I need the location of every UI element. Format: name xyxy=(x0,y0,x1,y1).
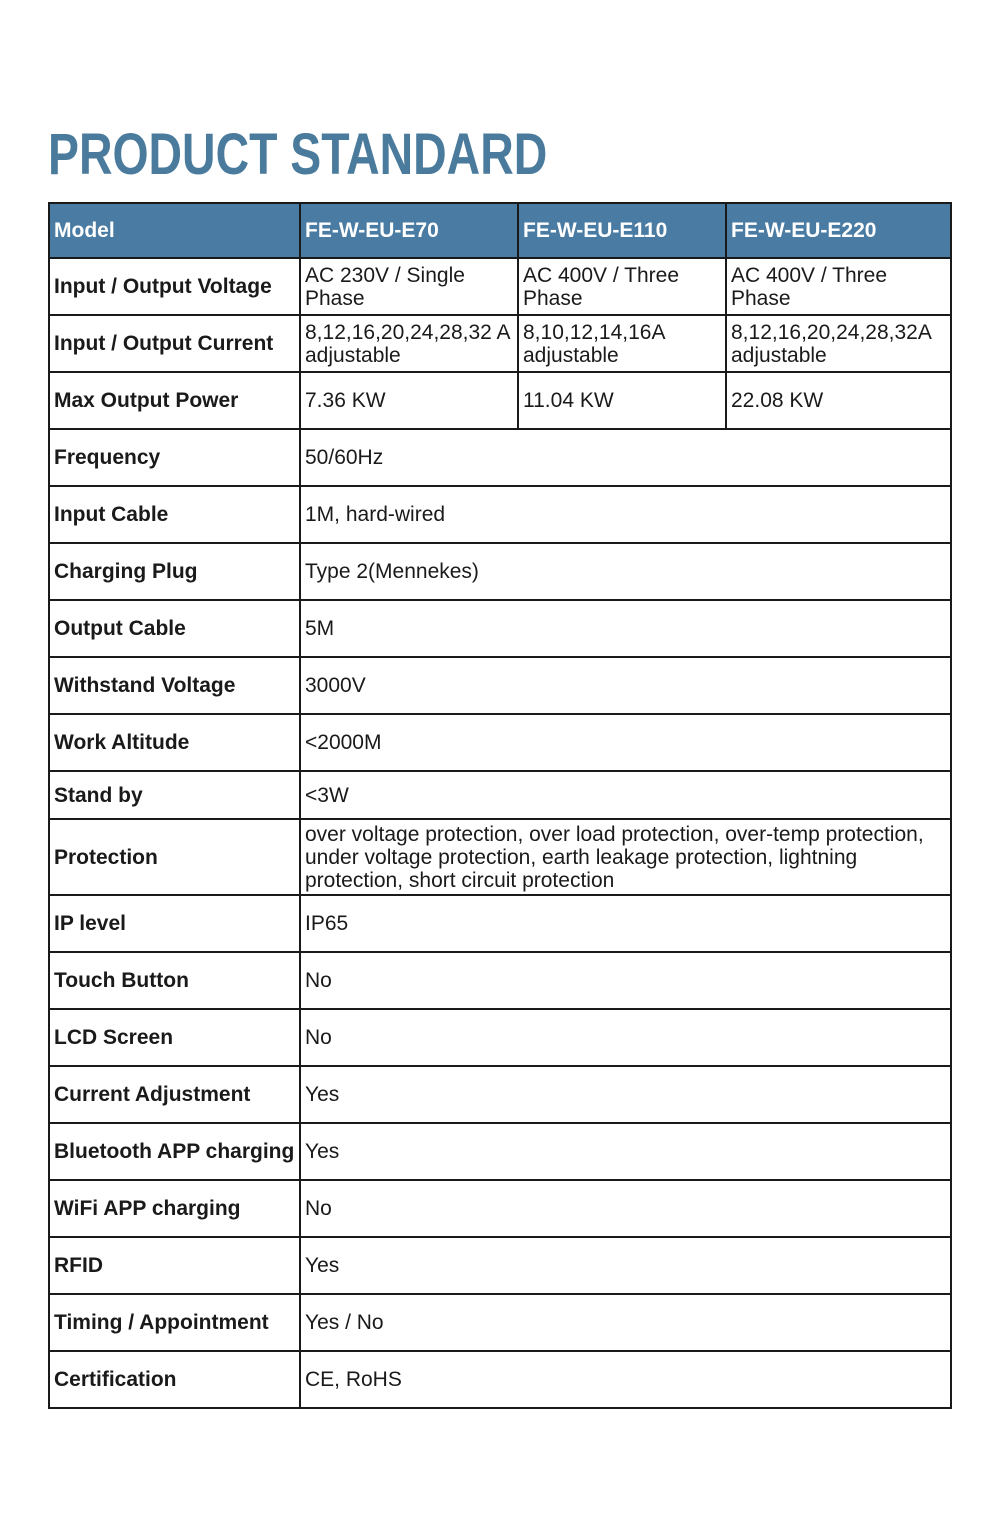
row-value: <3W xyxy=(300,771,951,819)
table-row xyxy=(49,258,951,315)
table-row xyxy=(49,771,951,819)
table-row xyxy=(49,1351,951,1408)
row-value: IP65 xyxy=(300,895,951,952)
row-label: Work Altitude xyxy=(49,714,300,771)
table-row xyxy=(49,819,951,895)
table-row xyxy=(49,315,951,372)
row-label: Protection xyxy=(49,819,300,895)
row-label: Input / Output Current xyxy=(49,315,300,372)
row-value: 1M, hard-wired xyxy=(300,486,951,543)
header-model-name: FE-W-EU-E70 xyxy=(300,203,518,258)
row-value: No xyxy=(300,1009,951,1066)
row-value: 8,10,12,14,16A adjustable xyxy=(518,315,726,372)
row-value: <2000M xyxy=(300,714,951,771)
row-label: Touch Button xyxy=(49,952,300,1009)
page-title: PRODUCT STANDARD xyxy=(48,122,548,187)
row-value: CE, RoHS xyxy=(300,1351,951,1408)
spec-table xyxy=(48,202,952,1409)
row-label: Certification xyxy=(49,1351,300,1408)
row-label: Input / Output Voltage xyxy=(49,258,300,315)
row-value: 5M xyxy=(300,600,951,657)
table-row xyxy=(49,1294,951,1351)
row-label: Bluetooth APP charging xyxy=(49,1123,300,1180)
row-value: 22.08 KW xyxy=(726,372,951,429)
table-row xyxy=(49,657,951,714)
row-value: Yes xyxy=(300,1237,951,1294)
row-label: RFID xyxy=(49,1237,300,1294)
row-label: Max Output Power xyxy=(49,372,300,429)
row-label: Output Cable xyxy=(49,600,300,657)
row-value: AC 230V / Single Phase xyxy=(300,258,518,315)
table-row xyxy=(49,1237,951,1294)
table-row xyxy=(49,952,951,1009)
row-value: AC 400V / Three Phase xyxy=(518,258,726,315)
row-value: Yes xyxy=(300,1066,951,1123)
table-header-row xyxy=(49,203,951,258)
row-value: 50/60Hz xyxy=(300,429,951,486)
row-value: 3000V xyxy=(300,657,951,714)
row-value: Yes xyxy=(300,1123,951,1180)
row-value: 8,12,16,20,24,28,32A adjustable xyxy=(726,315,951,372)
table-row xyxy=(49,714,951,771)
row-value: AC 400V / Three Phase xyxy=(726,258,951,315)
row-label: Charging Plug xyxy=(49,543,300,600)
row-label: Stand by xyxy=(49,771,300,819)
row-label: Current Adjustment xyxy=(49,1066,300,1123)
header-model-name: FE-W-EU-E220 xyxy=(726,203,951,258)
row-label: Timing / Appointment xyxy=(49,1294,300,1351)
row-value: 7.36 KW xyxy=(300,372,518,429)
table-row xyxy=(49,486,951,543)
header-model-name: FE-W-EU-E110 xyxy=(518,203,726,258)
table-row xyxy=(49,1066,951,1123)
row-value: No xyxy=(300,1180,951,1237)
row-label: LCD Screen xyxy=(49,1009,300,1066)
table-row xyxy=(49,1180,951,1237)
row-value: Type 2(Mennekes) xyxy=(300,543,951,600)
row-label: IP level xyxy=(49,895,300,952)
row-label: Frequency xyxy=(49,429,300,486)
row-value: 11.04 KW xyxy=(518,372,726,429)
header-model-label: Model xyxy=(49,203,300,258)
row-label: Input Cable xyxy=(49,486,300,543)
table-row xyxy=(49,600,951,657)
row-value: No xyxy=(300,952,951,1009)
table-row xyxy=(49,1123,951,1180)
row-label: WiFi APP charging xyxy=(49,1180,300,1237)
table-row xyxy=(49,895,951,952)
row-label: Withstand Voltage xyxy=(49,657,300,714)
row-value: Yes / No xyxy=(300,1294,951,1351)
table-row xyxy=(49,372,951,429)
table-row xyxy=(49,429,951,486)
row-value: over voltage protection, over load protection, over-temp protection, under voltage protection, earth leakage protection, lightning protection, short circuit protection xyxy=(300,819,951,895)
row-value: 8,12,16,20,24,28,32 A adjustable xyxy=(300,315,518,372)
table-row xyxy=(49,1009,951,1066)
table-row xyxy=(49,543,951,600)
